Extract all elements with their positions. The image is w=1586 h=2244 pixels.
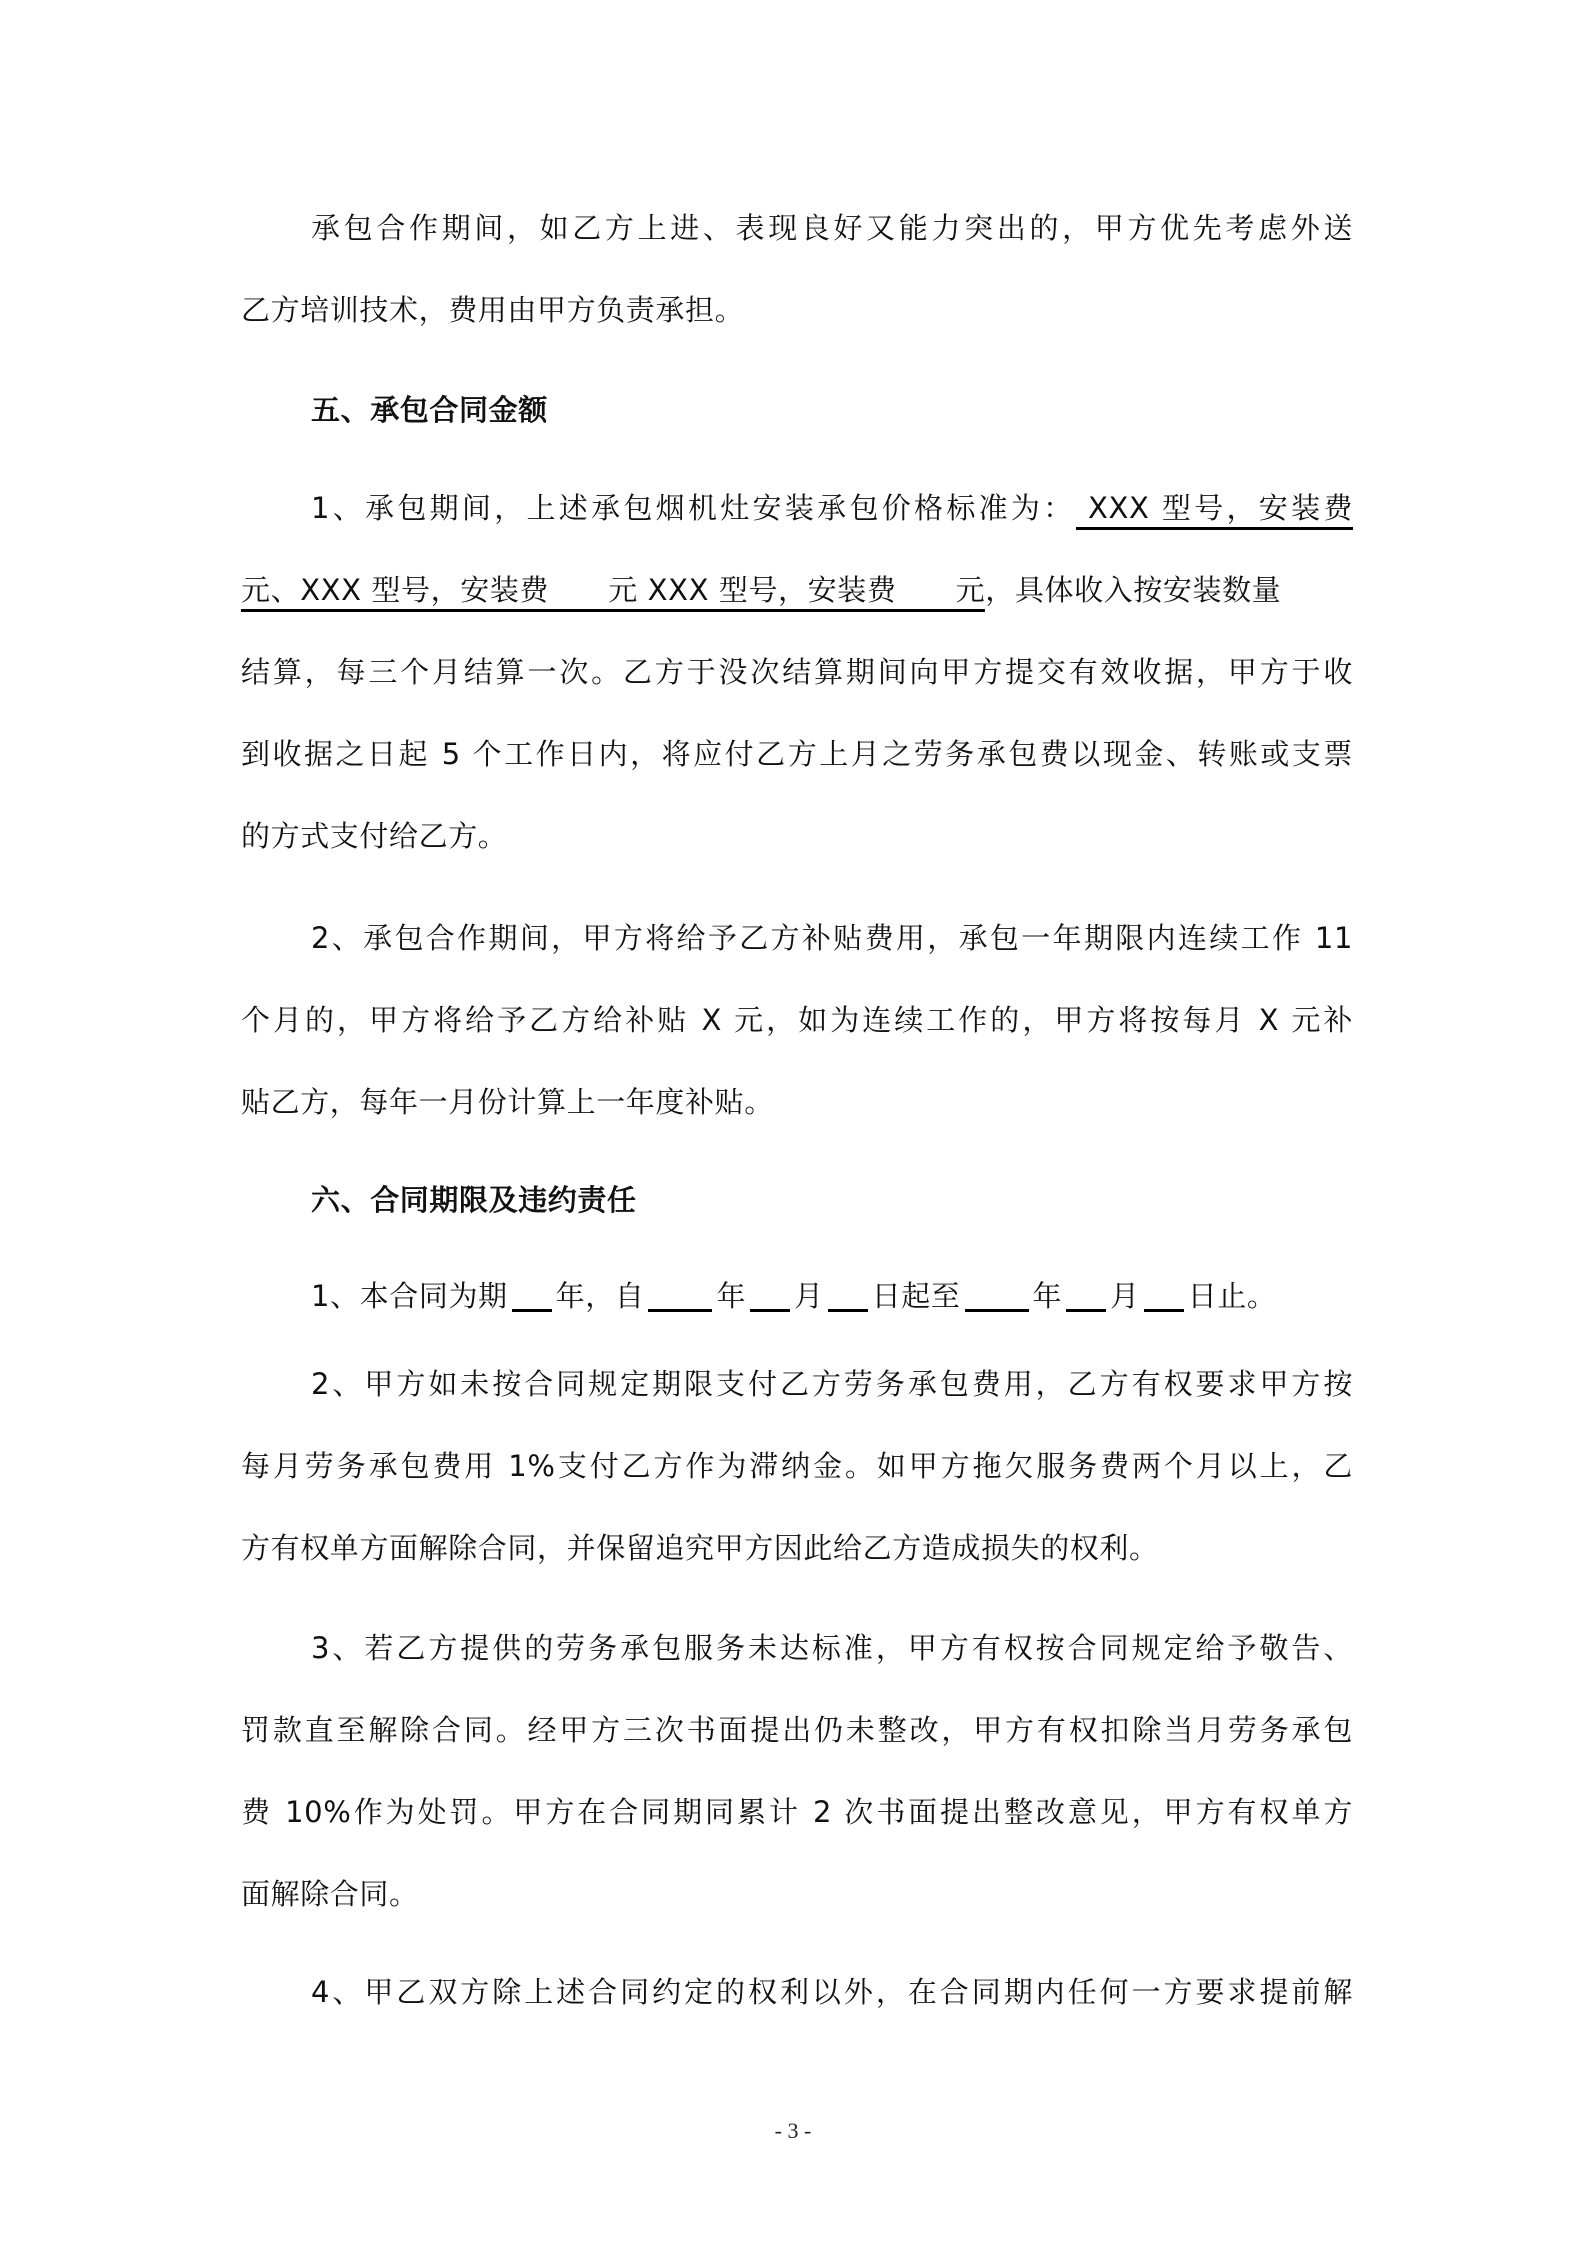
s5-item1-line (311, 488, 1353, 528)
paragraph-training-line: 乙方培训技术，费用由甲方负责承担。 (241, 293, 745, 327)
s5-item2-line: 2、承包合作期间，甲方将给予乙方补贴费用，承包一年期限内连续工作 11 (311, 921, 1353, 955)
start-month-blank (750, 1279, 790, 1312)
end-month-blank (1066, 1279, 1106, 1312)
s6-item2-line: 方有权单方面解除合同，并保留追究甲方因此给乙方造成损失的权利。 (241, 1531, 1159, 1565)
contract-term-text: 1、本合同为期 (311, 1279, 508, 1313)
s5-item1-line (241, 570, 1353, 610)
term-years-blank (512, 1279, 552, 1312)
end-year-blank (965, 1279, 1029, 1312)
section-heading-amount: 五、承包合同金额 (311, 393, 548, 427)
contract-term-text: 月 (794, 1279, 824, 1313)
s6-item2-line: 每月劳务承包费用 1%支付乙方作为滞纳金。如甲方拖欠服务费两个月以上，乙 (241, 1449, 1353, 1483)
start-day-blank (828, 1279, 868, 1312)
s5-item1-line: 结算，每三个月结算一次。乙方于没次结算期间向甲方提交有效收据，甲方于收 (241, 655, 1353, 689)
s6-item3-line: 面解除合同。 (241, 1877, 419, 1911)
page-number: - 3 - (774, 2118, 812, 2143)
contract-term-text: 年，自 (555, 1279, 645, 1313)
s6-item1-line (311, 1276, 1353, 1316)
s5-item1-line: 到收据之日起 5 个工作日内，将应付乙方上月之劳务承包费以现金、转账或支票 (241, 737, 1353, 771)
s6-item3-line: 罚款直至解除合同。经甲方三次书面提出仍未整改，甲方有权扣除当月劳务承包 (241, 1713, 1353, 1747)
section-heading-term-liability: 六、合同期限及违约责任 (311, 1183, 637, 1217)
end-day-blank (1144, 1279, 1184, 1312)
paragraph-training-line: 承包合作期间，如乙方上进、表现良好又能力突出的，甲方优先考虑外送 (311, 211, 1353, 245)
s5-item2-line: 贴乙方，每年一月份计算上一年度补贴。 (241, 1085, 774, 1119)
s5-item1-prefix: 1、承包期间，上述承包烟机灶安装承包价格标准为： (311, 491, 1076, 525)
s6-item4-line: 4、甲乙双方除上述合同约定的权利以外，在合同期内任何一方要求提前解 (311, 1975, 1353, 2009)
contract-term-text: 日起至 (871, 1279, 961, 1313)
s5-item1-suffix: ，具体收入按安装数量 (985, 573, 1282, 607)
start-year-blank (648, 1279, 712, 1312)
s6-item2-line: 2、甲方如未按合同规定期限支付乙方劳务承包费用，乙方有权要求甲方按 (311, 1367, 1353, 1401)
price-standard-field: 元、XXX 型号，安装费 元 XXX 型号，安装费 元 (241, 573, 985, 612)
s5-item1-line: 的方式支付给乙方。 (241, 819, 508, 853)
s5-item2-line: 个月的，甲方将给予乙方给补贴 X 元，如为连续工作的，甲方将按每月 X 元补 (241, 1003, 1353, 1037)
contract-term-text: 月 (1110, 1279, 1140, 1313)
contract-term-text: 年 (716, 1279, 747, 1313)
price-standard-field: XXX 型号，安装费 (1076, 491, 1354, 530)
s6-item3-line: 费 10%作为处罚。甲方在合同期同累计 2 次书面提出整改意见，甲方有权单方 (241, 1795, 1353, 1829)
contract-term-text: 日止。 (1187, 1279, 1277, 1313)
contract-term-text: 年 (1032, 1279, 1063, 1313)
s6-item3-line: 3、若乙方提供的劳务承包服务未达标准，甲方有权按合同规定给予敬告、 (311, 1631, 1353, 1665)
